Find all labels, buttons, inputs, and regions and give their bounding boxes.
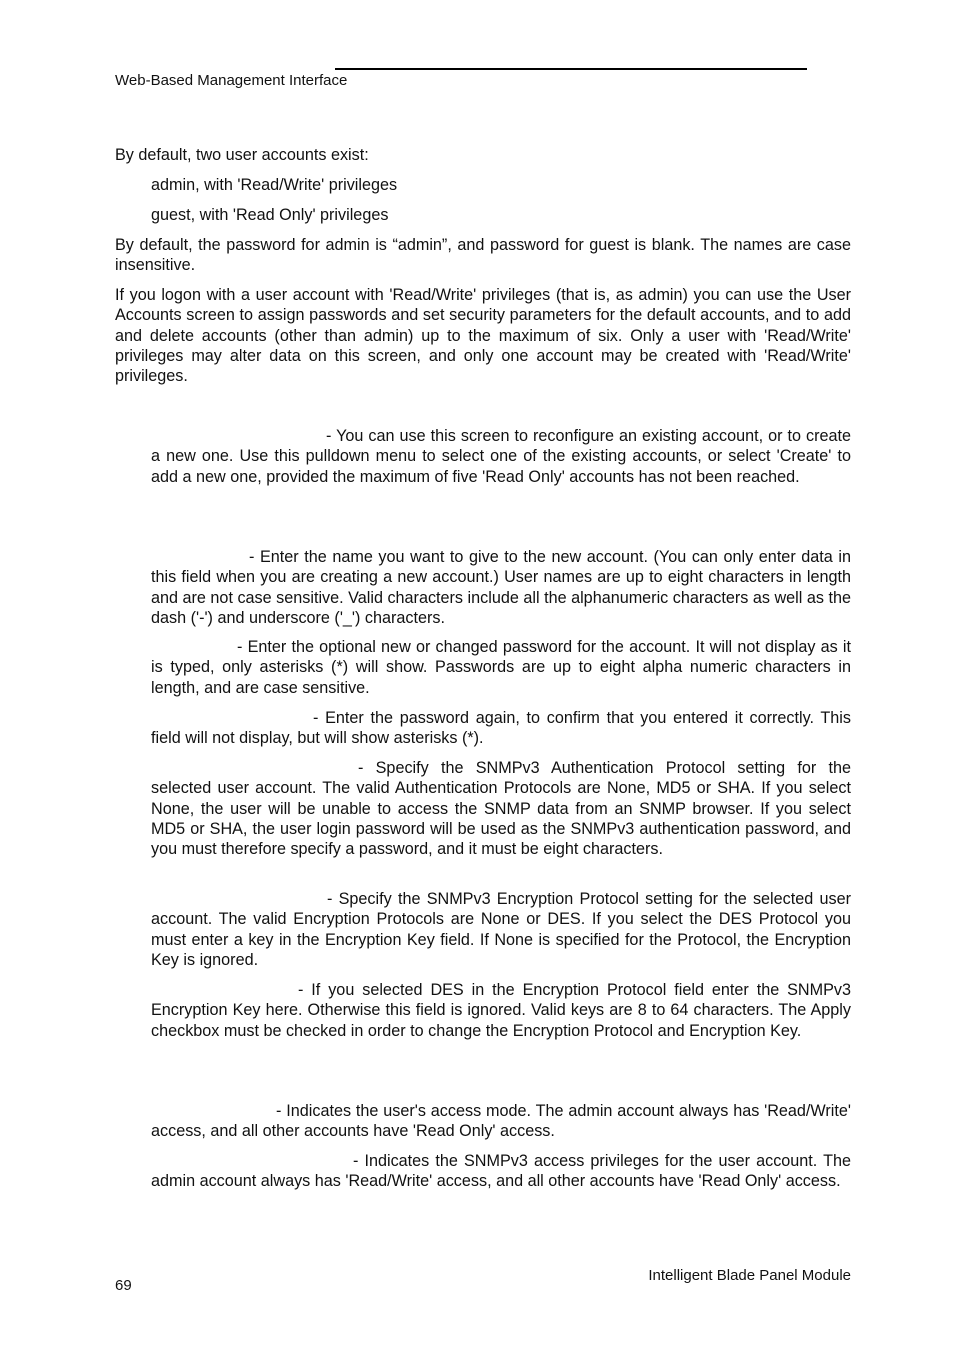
encryption-protocol-description [151, 889, 851, 970]
select-account-text: - You can use this screen to reconfigure an existing account, or to create a new one. Use this pulldown menu to select one of the existing accounts, or select 'Create' to add a new one, provided the maximum of five 'Read Only' accounts has not been reached. [151, 427, 851, 486]
select-account-description [151, 426, 851, 487]
auth-protocol-text: - Specify the SNMPv3 Authentication Protocol setting for the selected user account. The valid Authentication Protocols are None, MD5 or SHA. If you select None, the user will be unable to access the SNMP data from an SNMP browser. If you select MD5 or SHA, the user login password will be used as the SNMPv3 authentication password, and you must therefore specify a password, and it must be eight characters. [151, 759, 851, 859]
password-text: - Enter the optional new or changed password for the account. It will not display as it is typed, only asterisks (*) will show. Passwords are up to eight alpha numeric characters in length, and are case sensitive. [151, 638, 851, 697]
auth-protocol-description [151, 758, 851, 859]
password-description [151, 637, 851, 698]
header-rule [335, 68, 807, 70]
running-header: Web-Based Management Interface [115, 72, 348, 89]
snmpv3-access-description [151, 1151, 851, 1192]
encryption-key-description [151, 980, 851, 1041]
footer-product-title: Intelligent Blade Panel Module [648, 1267, 851, 1284]
confirm-password-text: - Enter the password again, to confirm that you entered it correctly. This field will not display, but will show asterisks (*). [151, 709, 851, 748]
password-note-paragraph: By default, the password for admin is “admin”, and password for guest is blank. The names are case insensitive. [115, 236, 851, 275]
confirm-password-description [151, 708, 851, 749]
access-mode-description [151, 1101, 851, 1142]
account-admin-text: admin, with 'Read/Write' privileges [151, 176, 398, 194]
snmpv3-access-text: - Indicates the SNMPv3 access privileges for the user account. The admin account always has 'Read/Write' access, and all other accounts have 'Read Only' access. [151, 1152, 851, 1191]
account-guest-text: guest, with 'Read Only' privileges [151, 206, 389, 224]
page-number: 69 [115, 1277, 132, 1294]
default-accounts-text: By default, two user accounts exist: [115, 146, 369, 164]
encryption-protocol-text: - Specify the SNMPv3 Encryption Protocol setting for the selected user account. The valid Encryption Protocols are None or DES. If you select the DES Protocol you must enter a key in the Encryption Key field. If None is specified for the Protocol, the Encryption Key is ignored. [151, 890, 851, 969]
access-mode-text: - Indicates the user's access mode. The admin account always has 'Read/Write' access, and all other accounts have 'Read Only' access. [151, 1102, 851, 1141]
user-name-description [151, 547, 851, 628]
user-name-text: - Enter the name you want to give to the new account. (You can only enter data in this field when you are creating a new account.) User names are up to eight characters in length and are not case sensitive. Valid characters include all the alphanumeric characters as well as the dash ('-') and underscore ('_') characters. [151, 548, 851, 627]
encryption-key-text: - If you selected DES in the Encryption Protocol field enter the SNMPv3 Encryption Key here. Otherwise this field is ignored. Valid keys are 8 to 64 characters. The Apply checkbox must be checked in order to change the Encryption Protocol and Encryption Key. [151, 981, 851, 1040]
logon-note-paragraph: If you logon with a user account with 'Read/Write' privileges (that is, as admin) you can use the User Accounts screen to assign passwords and set security parameters for the default accounts, and to add and delete accounts (other than admin) up to the maximum of six. Only a user with 'Read/Write' privileges may alter data on this screen, and only one account may be created with 'Read/Write' privileges. [115, 286, 851, 386]
